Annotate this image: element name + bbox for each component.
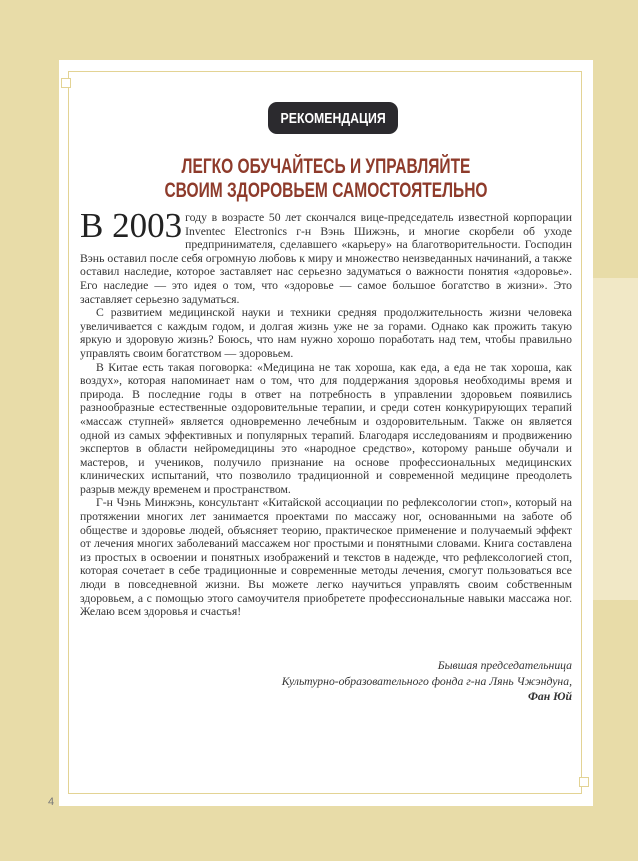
book-page	[59, 60, 593, 806]
frame-corner-ornament	[61, 78, 71, 88]
paragraph: С развитием медицинской науки и техники средняя продолжительность жизни человека увеличивается с каждым годом, и долгая жизнь уже не за горами. Однако как прожить такую яркую и здоровую жизнь? Боюсь, что нам нужно хорошо поработать над тем, чтобы правильно управлять своим богатством — здоровьем.	[80, 306, 572, 360]
section-badge: РЕКОМЕНДАЦИЯ	[268, 102, 398, 134]
article-body	[80, 206, 572, 619]
paragraph: В 2003 году в возрасте 50 лет скончался вице-председатель известной корпорации Inventec Electronics г-н Вэнь Шижэнь, и многие скорбели об уходе предпринимателя, сделавшего «карьеру» на благотворительности. Господин Вэнь оставил после себя огромную любовь к миру и множество неизведанных начинаний, а также оставил наследие, которое заставляет нас серьезно задуматься о важности понятия «здоровье». Его наследие — это идея о том, что «здоровье — самое большое богатство в жизни». Это заставляет серьезно задуматься.	[80, 206, 572, 306]
paragraph: Г-н Чэнь Минжэнь, консультант «Китайской ассоциации по рефлексологии стоп», который на протяжении многих лет занимается проектами по массажу ног, основанными на заботе об обществе и здоровье людей, объясняет теорию, практическое применение и получаемый эффект от лечения многих заболеваний массажем ног простыми и понятными словами. Книга составлена из простых в освоении и понятных изображений и текстов в надежде, что рефлексологией стоп, которая сочетает в себе традиционные и современные методы лечения, смогут пользоваться все люди в повседневной жизни. Вы можете легко научиться управлять своим собственным здоровьем, а с помощью этого самоучителя приобретете профессиональные навыки массажа ног. Желаю всем здоровья и счастья!	[80, 496, 572, 619]
page-title: ЛЕГКО ОБУЧАЙТЕСЬ И УПРАВЛЯЙТЕ СВОИМ ЗДОРОВЬЕМ САМОСТОЯТЕЛЬНО	[164, 155, 488, 202]
frame-corner-ornament	[579, 777, 589, 787]
drop-cap: В 2003	[80, 206, 183, 245]
page-number: 4	[48, 796, 55, 808]
signature: Бывшая председательница Культурно-образовательного фонда г-на Лянь Чжэндуна, Фан Юй	[281, 659, 572, 703]
background-band	[593, 278, 638, 600]
paragraph: В Китае есть такая поговорка: «Медицина не так хороша, как еда, а еда не так хороша, как воздух», которая напоминает нам о том, что для поддержания здоровья необходимы время и природа. В последние годы в ответ на потребность в управлении здоровьем появились разнообразные естественные оздоровительные терапии, и среди сотен конкурирующих терапий «массаж ступней» является одновременно лечебным и оздоровительным. Также он является одной из самых эффективных и популярных терапий. Благодаря исследованиям и продвижению экспертов в области нейромедицины это «народное средство», которому раньше обучали и мастеров, и учеников, получило признание на основе профессиональных медицинских клинических испытаний, что позволило традиционной и современной медицине преодолеть разрыв между временем и пространством.	[80, 360, 572, 496]
